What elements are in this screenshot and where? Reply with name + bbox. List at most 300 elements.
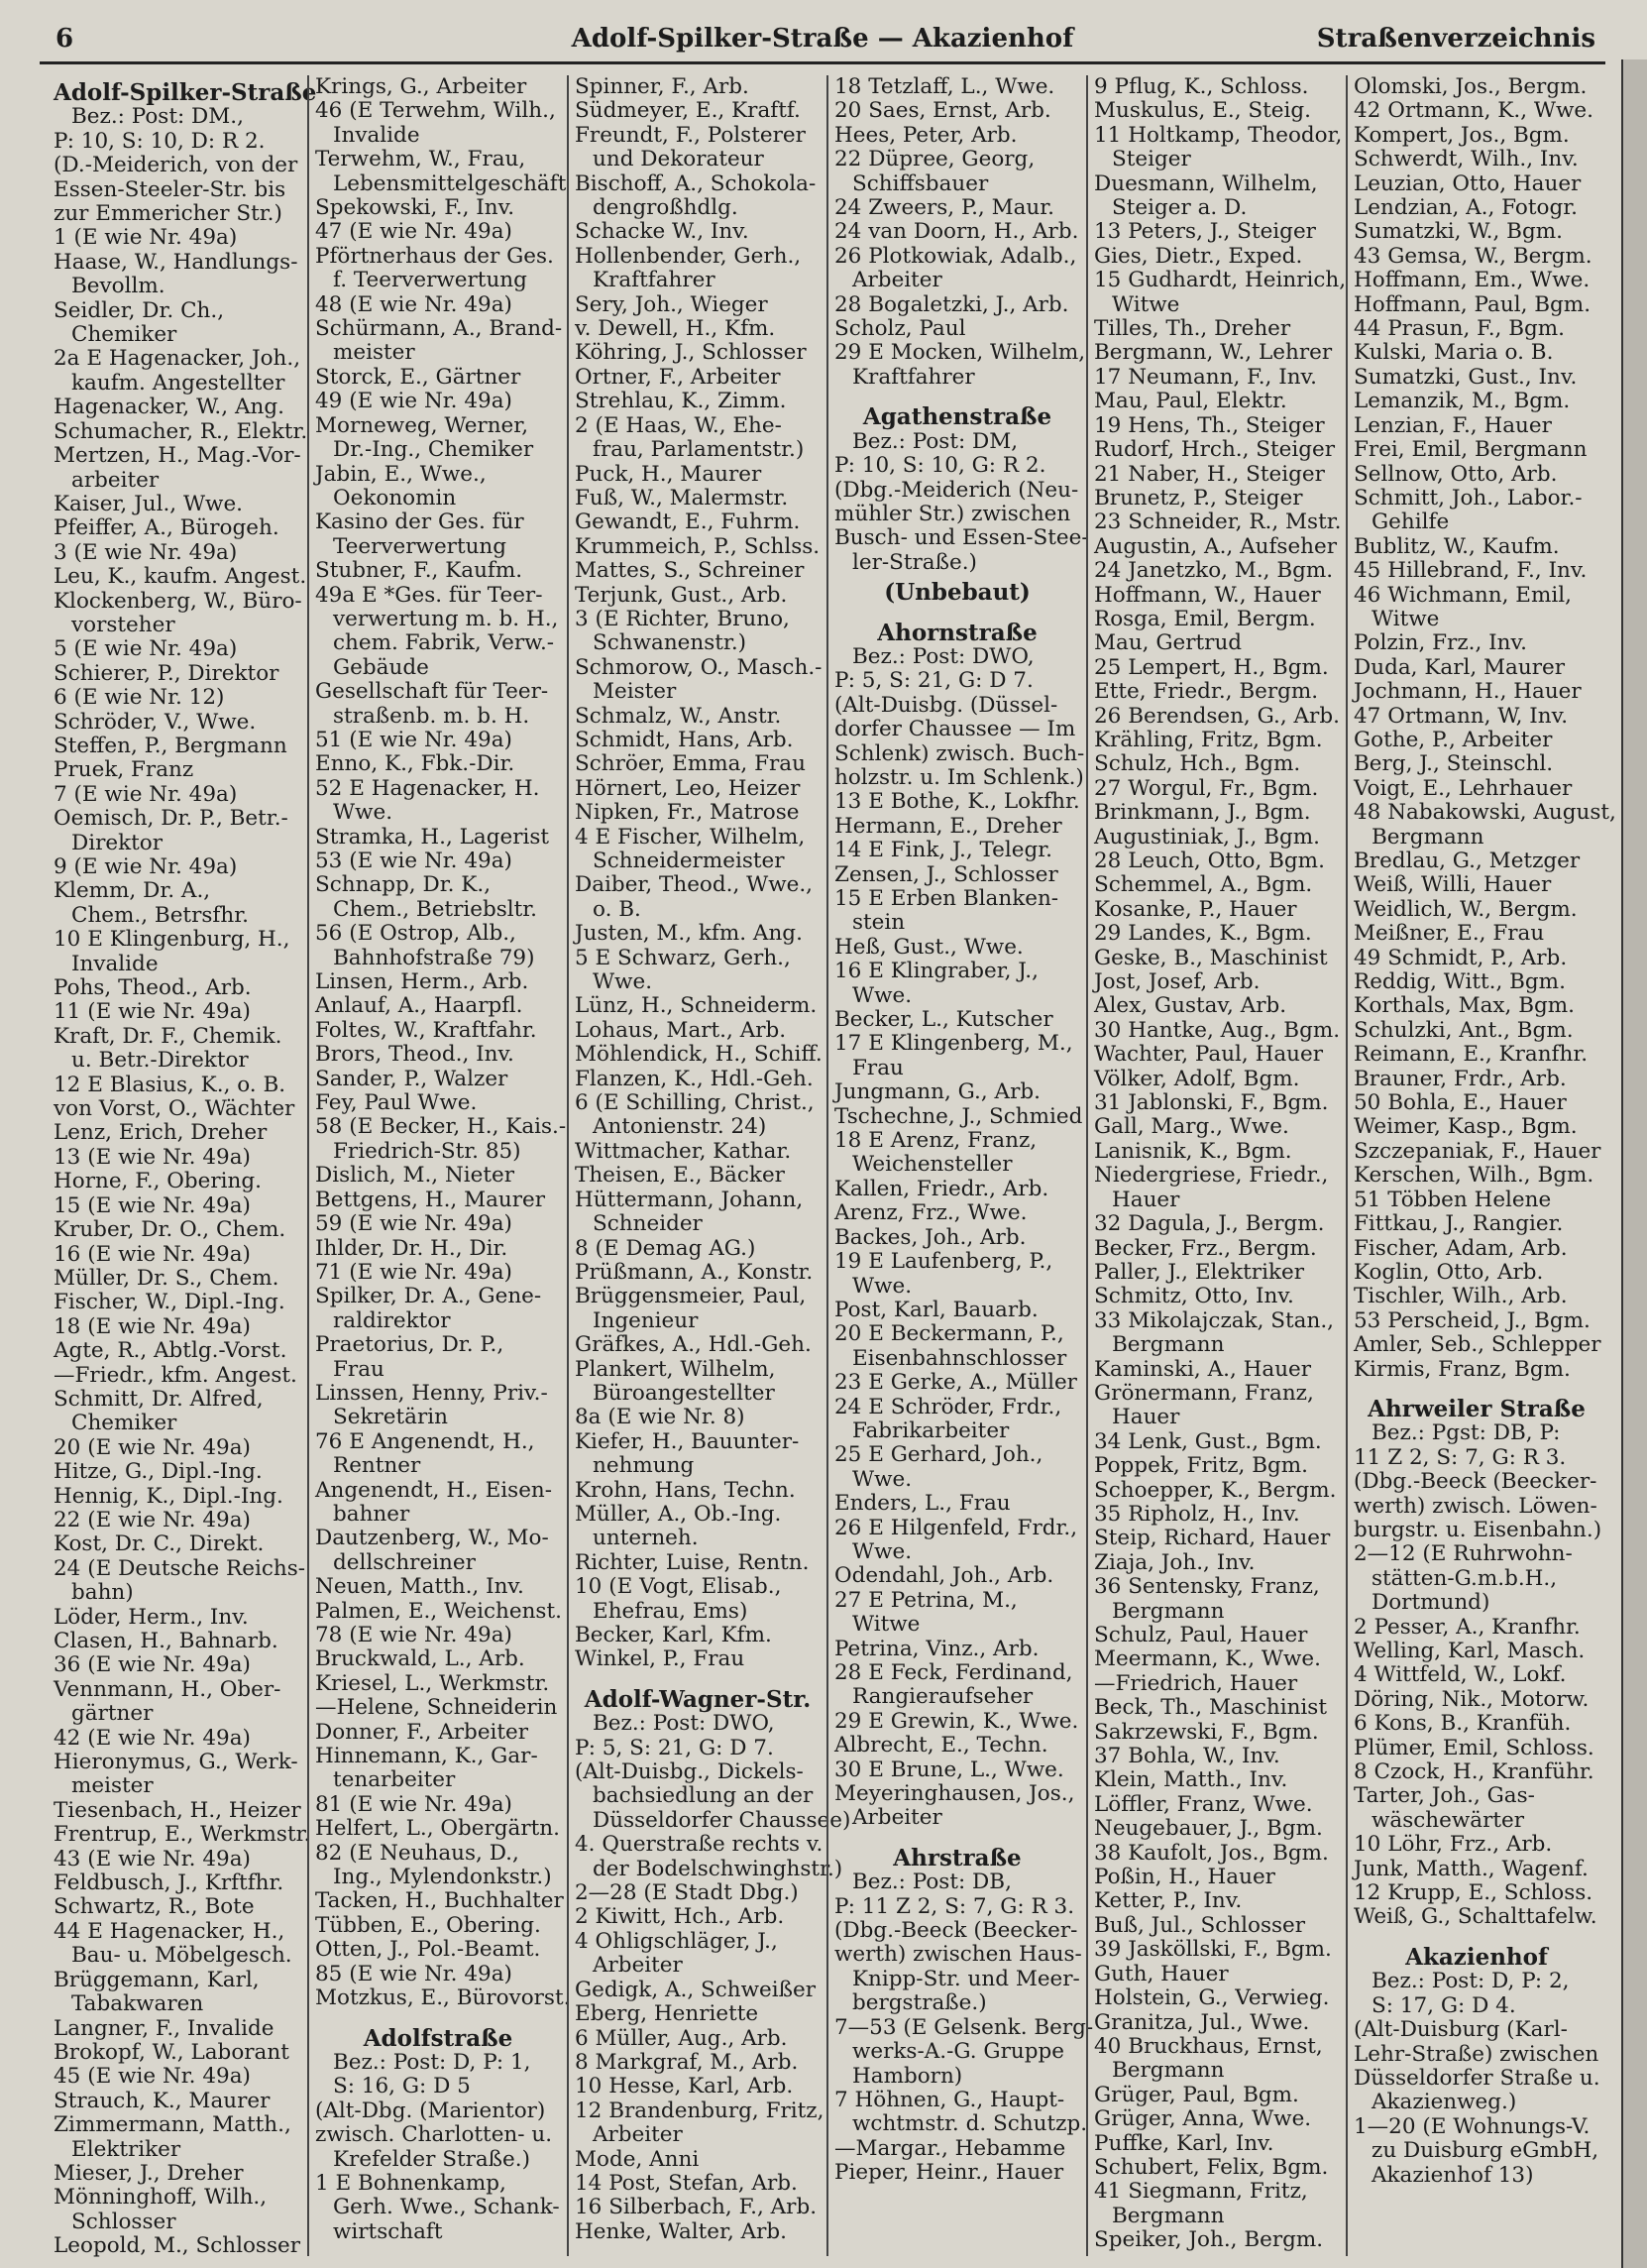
directory-line: Bergmann — [1112, 2058, 1225, 2084]
directory-line: 4 Wittfeld, W., Lokf. — [1354, 1662, 1567, 1688]
directory-line: nehmung — [593, 1453, 695, 1479]
directory-line: Gedigk, A., Schweißer — [575, 1977, 817, 2002]
directory-line: Amler, Seb., Schlepper — [1354, 1332, 1601, 1358]
directory-line: Donner, F., Arbeiter — [315, 1719, 529, 1745]
directory-line: (D.-Meiderich, von der — [54, 153, 298, 178]
directory-line: Frau — [852, 1055, 904, 1080]
column-3 — [567, 74, 851, 2256]
directory-line: Gehilfe — [1372, 510, 1450, 535]
directory-line: Ing., Mylendonkstr.) — [333, 1865, 552, 1890]
directory-line: Müller, A., Ob.-Ing. — [575, 1501, 782, 1527]
directory-line: Pieper, Heinr., Hauer — [834, 2160, 1064, 2186]
directory-line: 30 E Brune, L., Wwe. — [834, 1757, 1064, 1782]
directory-line: Gothe, P., Arbeiter — [1354, 727, 1553, 752]
directory-line: Tabakwaren — [71, 1991, 204, 2017]
directory-line: Kraftfahrer — [593, 268, 715, 293]
directory-line: der Bodelschwinghstr.) — [593, 1856, 843, 1881]
directory-line: 10 Hesse, Karl, Arb. — [575, 2074, 794, 2099]
directory-line: 22 (E wie Nr. 49a) — [54, 1507, 251, 1532]
directory-line: Post, Karl, Bauarb. — [834, 1297, 1039, 1322]
directory-line: Müller, Dr. S., Chem. — [54, 1265, 279, 1291]
directory-line: Bettgens, H., Maurer — [315, 1187, 546, 1212]
directory-line: bahn) — [71, 1580, 134, 1606]
directory-line: Becker, Frz., Bergm. — [1094, 1235, 1317, 1261]
directory-line: Schiffsbauer — [852, 170, 989, 196]
directory-line: Steiger a. D. — [1112, 195, 1248, 221]
directory-line: 24 Zweers, P., Maur. — [834, 195, 1055, 221]
directory-line: 52 E Hagenacker, H. — [315, 775, 540, 801]
page-header — [40, 18, 1605, 64]
directory-line: 18 E Arenz, Franz, — [834, 1128, 1038, 1154]
directory-line: f. Teerverwertung — [333, 268, 527, 293]
directory-line: P: 5, S: 21, G: D 7. — [575, 1735, 774, 1760]
directory-line: Wwe. — [852, 1538, 913, 1564]
directory-line: Hees, Peter, Arb. — [834, 122, 1018, 148]
directory-line: Muskulus, E., Steig. — [1094, 98, 1311, 124]
directory-line: 15 E Erben Blanken- — [834, 886, 1059, 911]
directory-line: 42 (E wie Nr. 49a) — [54, 1725, 251, 1751]
page-number: 6 — [55, 24, 74, 54]
directory-line: 20 (E wie Nr. 49a) — [54, 1434, 251, 1460]
directory-line: Mau, Gertrud — [1094, 630, 1243, 656]
directory-line: Sery, Joh., Wieger — [575, 291, 768, 317]
directory-line: Meyeringhausen, Jos., — [834, 1781, 1075, 1807]
spacer — [1354, 1382, 1599, 1392]
directory-line: Teerverwertung — [333, 533, 507, 559]
directory-line: 46 Wichmann, Emil, — [1354, 582, 1572, 608]
directory-line: 17 E Klingenberg, M., — [834, 1031, 1073, 1057]
directory-line: Speiker, Joh., Bergm. — [1094, 2227, 1324, 2253]
directory-line: Koglin, Otto, Arb. — [1354, 1259, 1544, 1285]
directory-line: gärtner — [71, 1701, 154, 1727]
street-heading: Adolf-Spilker-Straße — [54, 79, 317, 106]
directory-line: Frau — [333, 1356, 384, 1382]
directory-line: 4 Ohligschläger, J., — [575, 1928, 778, 1954]
directory-line: Guth, Hauer — [1094, 1961, 1229, 1986]
directory-line: 5 E Schwarz, Gerh., — [575, 945, 791, 970]
directory-line: Bez.: Post: DB, — [852, 1870, 1012, 1895]
directory-line: Fischer, W., Dipl.-Ing. — [54, 1290, 285, 1315]
directory-line: (Alt-Dbg. (Marientor) — [315, 2098, 546, 2123]
directory-line: 16 Silberbach, F., Arb. — [575, 2195, 818, 2220]
directory-line: Fey, Paul Wwe. — [315, 1090, 478, 1116]
directory-line: Storck, E., Gärtner — [315, 364, 521, 390]
directory-line: Beck, Th., Maschinist — [1094, 1695, 1327, 1721]
directory-line: Sander, P., Walzer — [315, 1066, 508, 1091]
directory-line: Bahnhofstraße 79) — [333, 945, 535, 970]
directory-line: 44 E Hagenacker, H., — [54, 1918, 285, 1944]
directory-line: Kruber, Dr. O., Chem. — [54, 1217, 286, 1243]
directory-line: 32 Dagula, J., Bergm. — [1094, 1211, 1325, 1237]
directory-line: Scholz, Paul — [834, 316, 966, 342]
directory-line: Richter, Luise, Rentn. — [575, 1549, 810, 1575]
directory-line: Spilker, Dr. A., Gene- — [315, 1284, 542, 1309]
directory-line: Kerschen, Wilh., Bgm. — [1354, 1163, 1594, 1189]
directory-line: 27 Worgul, Fr., Bgm. — [1094, 775, 1319, 801]
directory-line: Albrecht, E., Techn. — [834, 1733, 1048, 1758]
directory-line: Hauer — [1112, 1405, 1180, 1430]
directory-line: Ette, Friedr., Bergm. — [1094, 679, 1319, 705]
directory-line: Wittmacher, Kathar. — [575, 1138, 792, 1164]
directory-line: Köhring, J., Schlosser — [575, 340, 807, 366]
directory-line: Terjunk, Gust., Arb. — [575, 582, 788, 608]
directory-line: Busch- und Essen-Stee- — [834, 525, 1089, 551]
directory-line: Witwe — [1112, 291, 1180, 317]
directory-line: burgstr. u. Eisenbahn.) — [1354, 1517, 1602, 1542]
directory-line: 12 Brandenburg, Fritz, — [575, 2098, 824, 2123]
directory-line: Schulz, Paul, Hauer — [1094, 1623, 1308, 1647]
directory-line: Fischer, Adam, Arb. — [1354, 1235, 1568, 1261]
directory-line: 18 Tetzlaff, L., Wwe. — [834, 74, 1055, 99]
directory-line: Bredlau, G., Metzger — [1354, 849, 1581, 873]
directory-line: 2 Pesser, A., Kranfhr. — [1354, 1614, 1581, 1640]
directory-line: Linssen, Henny, Priv.- — [315, 1380, 548, 1406]
directory-line: Plümer, Emil, Schloss. — [1354, 1735, 1594, 1760]
street-heading: Akazienhof — [1405, 1943, 1548, 1971]
directory-line: Oemisch, Dr. P., Betr.- — [54, 806, 288, 832]
directory-line: Schierer, P., Direktor — [54, 660, 279, 686]
directory-line: 49 (E wie Nr. 49a) — [315, 389, 512, 414]
directory-line: 27 E Petrina, M., — [834, 1587, 1018, 1613]
directory-line: Kraftfahrer — [852, 364, 975, 390]
directory-line: Witwe — [852, 1612, 921, 1638]
directory-line: Poppek, Fritz, Bgm. — [1094, 1453, 1308, 1479]
directory-line: Tschechne, J., Schmied — [834, 1103, 1083, 1129]
directory-line: Mode, Anni — [575, 2146, 700, 2172]
directory-line: Leopold, M., Schlosser — [54, 2233, 300, 2259]
directory-line: Dislich, M., Nieter — [315, 1163, 515, 1189]
directory-line: Freundt, F., Polsterer — [575, 122, 806, 148]
directory-line: Hoffmann, W., Hauer — [1094, 582, 1321, 608]
directory-line: 10 (E Vogt, Elisab., — [575, 1574, 782, 1600]
directory-line: 44 Prasun, F., Bgm. — [1354, 316, 1566, 342]
directory-line: Mertzen, H., Mag.-Vor- — [54, 443, 301, 469]
directory-line: Weichensteller — [852, 1152, 1013, 1178]
directory-line: 6 Müller, Aug., Arb. — [575, 2025, 788, 2051]
directory-line: Lenzian, F., Hauer — [1354, 412, 1552, 438]
directory-line: Clasen, H., Bahnarb. — [54, 1629, 278, 1653]
directory-line: Hörnert, Leo, Heizer — [575, 775, 801, 801]
directory-line: Alex, Gustav, Arb. — [1094, 993, 1287, 1019]
directory-line: 8a (E wie Nr. 8) — [575, 1405, 745, 1430]
directory-line: Fuß, W., Malermstr. — [575, 485, 789, 510]
directory-line: Frei, Emil, Bergmann — [1354, 437, 1588, 463]
directory-line: Schmitz, Otto, Inv. — [1094, 1284, 1294, 1309]
directory-line: Daiber, Theod., Wwe., — [575, 872, 814, 898]
directory-line: Steip, Richard, Hauer — [1094, 1526, 1331, 1551]
directory-line: Düsseldorfer Chaussee) — [593, 1807, 851, 1833]
directory-line: Wwe. — [593, 969, 653, 995]
directory-line: Niedergriese, Friedr., — [1094, 1163, 1329, 1189]
directory-line: Neugebauer, J., Bgm. — [1094, 1816, 1323, 1842]
directory-line: 82 (E Neuhaus, D., — [315, 1840, 519, 1866]
directory-line: Schröer, Emma, Frau — [575, 751, 806, 777]
directory-line: Döring, Nik., Motorw. — [1354, 1686, 1590, 1712]
directory-line: von Vorst, O., Wächter — [54, 1096, 295, 1122]
directory-line: Schürmann, A., Brand- — [315, 316, 563, 342]
directory-line: Paller, J., Elektriker — [1094, 1259, 1304, 1285]
directory-line: Voigt, E., Lehrhauer — [1354, 775, 1573, 801]
directory-line: (Alt-Duisbg. (Düssel- — [834, 692, 1058, 718]
directory-line: 25 Lempert, H., Bgm. — [1094, 654, 1329, 680]
directory-line: Invalide — [71, 951, 159, 976]
directory-line: Chem., Betrsfhr. — [71, 902, 249, 928]
directory-line: Leu, K., kaufm. Angest. — [54, 564, 307, 590]
directory-line: tenarbeiter — [333, 1767, 456, 1793]
directory-line: 4. Querstraße rechts v. — [575, 1832, 824, 1858]
directory-line: 8 Markgraf, M., Arb. — [575, 2049, 799, 2075]
directory-line: Hamborn) — [852, 2063, 963, 2089]
directory-line: Direktor — [71, 830, 164, 855]
directory-line: u. Betr.-Direktor — [71, 1048, 249, 1074]
directory-line: Gebäude — [333, 654, 429, 680]
directory-line: stein — [852, 910, 906, 936]
street-heading: Ahrweiler Straße — [1368, 1395, 1586, 1422]
directory-line: Eberg, Henriette — [575, 2001, 759, 2027]
directory-line: Gies, Dietr., Exped. — [1094, 243, 1303, 269]
directory-line: 29 E Mocken, Wilhelm, — [834, 340, 1086, 366]
directory-line: 43 Gemsa, W., Bergm. — [1354, 243, 1592, 269]
directory-line: Bergmann — [1112, 1598, 1225, 1624]
directory-line: Arenz, Frz., Wwe. — [834, 1200, 1028, 1226]
directory-line: Bergmann — [1372, 824, 1484, 850]
directory-line: Kaminski, A., Hauer — [1094, 1356, 1312, 1382]
directory-line: 2 Kiwitt, Hch., Arb. — [575, 1904, 785, 1930]
directory-line: Henke, Walter, Arb. — [575, 2218, 788, 2244]
directory-line: Büroangestellter — [593, 1380, 775, 1406]
street-heading: Adolf-Wagner-Str. — [584, 1685, 812, 1713]
directory-line: Bruckwald, L., Arb. — [315, 1646, 525, 1672]
directory-line: Bischoff, A., Schokola- — [575, 170, 817, 196]
directory-line: Wwe. — [852, 1466, 913, 1492]
directory-line: Schmorow, O., Masch.- — [575, 654, 823, 680]
directory-line: Puck, H., Maurer — [575, 461, 762, 487]
directory-line: Brunetz, P., Steiger — [1094, 485, 1303, 510]
directory-line: 5 (E wie Nr. 49a) — [54, 636, 238, 662]
directory-line: Bublitz, W., Kaufm. — [1354, 533, 1560, 559]
directory-line: Chem., Betriebsltr. — [333, 896, 538, 922]
directory-line: Spinner, F., Arb. — [575, 74, 749, 99]
street-heading: Ahornstraße — [877, 619, 1038, 646]
directory-line: meister — [333, 340, 415, 366]
directory-line: 22 Düpree, Georg, — [834, 147, 1036, 172]
directory-line: bachsiedlung an der — [593, 1783, 814, 1809]
directory-line: Korthals, Max, Bgm. — [1354, 993, 1575, 1019]
directory-line: Leuzian, Otto, Hauer — [1354, 170, 1582, 196]
directory-line: Lohaus, Mart., Arb. — [575, 1017, 787, 1043]
directory-line: ler-Straße.) — [852, 549, 977, 575]
directory-line: Löffler, Franz, Wwe. — [1094, 1791, 1313, 1817]
directory-line: Klein, Matth., Inv. — [1094, 1767, 1288, 1793]
directory-line: Grüger, Paul, Bgm. — [1094, 2082, 1299, 2107]
directory-line: Steffen, P., Bergmann — [54, 733, 287, 758]
directory-line: Hüttermann, Johann, — [575, 1187, 804, 1212]
directory-line: Langner, F., Invalide — [54, 2015, 274, 2041]
directory-line: 9 Pflug, K., Schloss. — [1094, 74, 1309, 99]
directory-line: Klemm, Dr. A., — [54, 878, 211, 904]
directory-line: Winkel, P., Frau — [575, 1646, 745, 1672]
directory-line: 43 (E wie Nr. 49a) — [54, 1846, 251, 1871]
directory-line: 76 E Angenendt, H., — [315, 1428, 535, 1454]
column-4 — [826, 74, 1094, 2256]
directory-line: 20 E Beckermann, P., — [834, 1321, 1064, 1347]
directory-line: Weiß, G., Schalttafelw. — [1354, 1904, 1597, 1930]
directory-line: Antonienstr. 24) — [593, 1114, 767, 1140]
directory-line: Fittkau, J., Rangier. — [1354, 1211, 1564, 1237]
directory-line: Poßin, H., Hauer — [1094, 1865, 1275, 1890]
directory-line: 56 (E Ostrop, Alb., — [315, 921, 516, 947]
directory-line: Schneidermeister — [593, 849, 785, 873]
directory-line: Gerh. Wwe., Schank- — [333, 2195, 560, 2220]
directory-line: 26 Plotkowiak, Adalb., — [834, 243, 1077, 269]
directory-line: 13 E Bothe, K., Lokfhr. — [834, 789, 1080, 815]
directory-line: Praetorius, Dr. P., — [315, 1332, 504, 1358]
directory-line: Bez.: Post: D, P: 1, — [333, 2049, 531, 2075]
directory-line: Steiger — [1112, 147, 1191, 172]
directory-line: Bau- u. Möbelgesch. — [71, 1943, 292, 1969]
directory-line: (Dbg.-Beeck (Beecker- — [834, 1918, 1078, 1944]
directory-line: 78 (E wie Nr. 49a) — [315, 1623, 512, 1647]
directory-line: —Helene, Schneiderin — [315, 1695, 558, 1721]
directory-line: Jochmann, H., Hauer — [1354, 679, 1582, 705]
directory-line: Fabrikarbeiter — [852, 1418, 1010, 1443]
directory-line: 59 (E wie Nr. 49a) — [315, 1211, 512, 1237]
directory-line: Kaiser, Jul., Wwe. — [54, 491, 244, 516]
directory-line: Völker, Adolf, Bgm. — [1094, 1066, 1300, 1091]
directory-line: werth) zwisch. Löwen- — [1354, 1493, 1597, 1519]
directory-line: werth) zwischen Haus- — [834, 1942, 1082, 1968]
directory-line: Petrina, Vinz., Arb. — [834, 1636, 1040, 1661]
directory-line: Kirmis, Franz, Bgm. — [1354, 1356, 1571, 1382]
directory-line: Dr.-Ing., Chemiker — [333, 437, 534, 463]
directory-line: v. Dewell, H., Kfm. — [575, 316, 776, 342]
directory-line: Knipp-Str. und Meer- — [852, 1966, 1080, 1991]
directory-line: stätten-G.m.b.H., — [1372, 1565, 1558, 1591]
directory-line: 12 Krupp, E., Schloss. — [1354, 1880, 1593, 1906]
directory-line: Weidlich, W., Bergm. — [1354, 896, 1578, 922]
directory-line: Hagenacker, W., Ang. — [54, 395, 284, 420]
directory-line: Theisen, E., Bäcker — [575, 1163, 785, 1189]
directory-line: Arbeiter — [852, 1805, 942, 1831]
directory-line: —Friedrich, Hauer — [1094, 1670, 1298, 1696]
directory-line: Bez.: Post: DM, — [852, 428, 1019, 454]
directory-line: 11 Holtkamp, Theodor, — [1094, 122, 1343, 148]
directory-line: Puffke, Karl, Inv. — [1094, 2130, 1274, 2156]
directory-line: raldirektor — [333, 1307, 451, 1333]
directory-line: 34 Lenk, Gust., Bgm. — [1094, 1428, 1322, 1454]
directory-line: Wwe. — [333, 800, 393, 826]
directory-line: Tacken, H., Buchhalter — [315, 1888, 564, 1914]
directory-line: Sakrzewski, F., Bgm. — [1094, 1719, 1319, 1745]
directory-line: Odendahl, Joh., Arb. — [834, 1563, 1054, 1589]
directory-line: Olomski, Jos., Bergm. — [1354, 74, 1588, 99]
directory-line: 16 (E wie Nr. 49a) — [54, 1241, 251, 1267]
directory-line: Brokopf, W., Laborant — [54, 2039, 289, 2065]
directory-line: Schacke W., Inv. — [575, 219, 749, 245]
directory-line: 16 E Klingraber, J., — [834, 959, 1039, 984]
directory-line: Klockenberg, W., Büro- — [54, 588, 302, 614]
directory-line: Reimann, E., Kranfhr. — [1354, 1042, 1589, 1068]
directory-columns — [48, 74, 1616, 2261]
section-label: Straßenverzeichnis — [1316, 24, 1595, 54]
directory-line: 24 E Schröder, Frdr., — [834, 1394, 1062, 1419]
directory-line: 49 Schmidt, P., Arb. — [1354, 945, 1568, 970]
directory-line: Kulski, Maria o. B. — [1354, 340, 1554, 366]
directory-line: 25 E Gerhard, Joh., — [834, 1442, 1043, 1468]
directory-line: 14 Post, Stefan, Arb. — [575, 2170, 798, 2196]
directory-line: Mau, Paul, Elektr. — [1094, 389, 1287, 414]
directory-line: Bez.: Post: DWO, — [593, 1711, 775, 1737]
directory-line: Schröder, V., Wwe. — [54, 709, 257, 735]
directory-line: werks-A.-G. Gruppe — [852, 2039, 1064, 2065]
directory-line: Gesellschaft für Teer- — [315, 679, 549, 705]
directory-line: Anlauf, A., Haarpfl. — [315, 993, 523, 1019]
directory-line: Sumatzki, Gust., Inv. — [1354, 364, 1578, 390]
directory-line: Meister — [593, 679, 677, 705]
directory-line: Haase, W., Handlungs- — [54, 249, 298, 275]
directory-line: Hermann, E., Dreher — [834, 813, 1062, 839]
directory-line: Helfert, L., Obergärtn. — [315, 1816, 560, 1842]
directory-line: Lebensmittelgeschäft — [333, 170, 567, 196]
directory-line: 24 van Doorn, H., Arb. — [834, 219, 1079, 245]
street-heading: Adolfstraße — [363, 2024, 513, 2052]
directory-line: 36 (E wie Nr. 49a) — [54, 1652, 251, 1678]
directory-line: Meißner, E., Frau — [1354, 921, 1545, 947]
directory-line: 20 Saes, Ernst, Arb. — [834, 98, 1051, 124]
spacer — [1354, 1930, 1599, 1940]
directory-line: Elektriker — [71, 2136, 181, 2162]
directory-line: Weiß, Willi, Hauer — [1354, 872, 1552, 898]
directory-line: Möhlendick, H., Schiff. — [575, 1042, 823, 1068]
directory-line: Arbeiter — [852, 268, 942, 293]
directory-line: 47 (E wie Nr. 49a) — [315, 219, 512, 245]
directory-line: dellschreiner — [333, 1549, 476, 1575]
directory-line: zwisch. Charlotten- u. — [315, 2122, 553, 2148]
directory-line: 85 (E wie Nr. 49a) — [315, 1961, 512, 1986]
directory-line: unterneh. — [593, 1526, 699, 1551]
directory-line: mühler Str.) zwischen — [834, 501, 1071, 526]
directory-line: Kriesel, L., Werkmstr. — [315, 1670, 550, 1696]
directory-line: 28 Bogaletzki, J., Arb. — [834, 291, 1069, 317]
directory-line: 81 (E wie Nr. 49a) — [315, 1791, 512, 1817]
directory-line: Pohs, Theod., Arb. — [54, 975, 252, 1001]
directory-line: Tischler, Wilh., Arb. — [1354, 1284, 1568, 1309]
directory-line: P: 5, S: 21, G: D 7. — [834, 668, 1034, 694]
directory-line: 53 (E wie Nr. 49a) — [315, 849, 512, 873]
directory-line: Essen-Steeler-Str. bis — [54, 176, 286, 202]
directory-line: 15 (E wie Nr. 49a) — [54, 1192, 251, 1218]
directory-line: Schmitt, Joh., Labor.- — [1354, 485, 1583, 510]
running-title: Adolf-Spilker-Straße — Akazienhof — [571, 24, 1074, 54]
directory-line: frau, Parlamentstr.) — [593, 437, 805, 463]
directory-line: Welling, Karl, Masch. — [1354, 1639, 1586, 1663]
directory-line: Stramka, H., Lagerist — [315, 824, 550, 850]
directory-line: 7 (E wie Nr. 49a) — [54, 781, 238, 807]
spacer — [834, 606, 1080, 616]
directory-line: Morneweg, Werner, — [315, 412, 529, 438]
directory-line: Buß, Jul., Schlosser — [1094, 1912, 1306, 1938]
directory-line: Rentner — [333, 1453, 421, 1479]
directory-line: 58 (E Becker, H., Kais.- — [315, 1114, 567, 1140]
directory-line: Schulz, Hch., Bgm. — [1094, 751, 1301, 777]
directory-line: Pfeiffer, A., Bürogeh. — [54, 515, 279, 541]
column-5 — [1086, 75, 1346, 2256]
directory-line: Lanisnik, K., Bgm. — [1094, 1138, 1292, 1164]
directory-line: 3 (E wie Nr. 49a) — [54, 539, 238, 565]
directory-line: Wachter, Paul, Hauer — [1094, 1042, 1324, 1068]
directory-line: bergstraße.) — [852, 1990, 987, 2016]
directory-line: 42 Ortmann, K., Wwe. — [1354, 98, 1593, 124]
